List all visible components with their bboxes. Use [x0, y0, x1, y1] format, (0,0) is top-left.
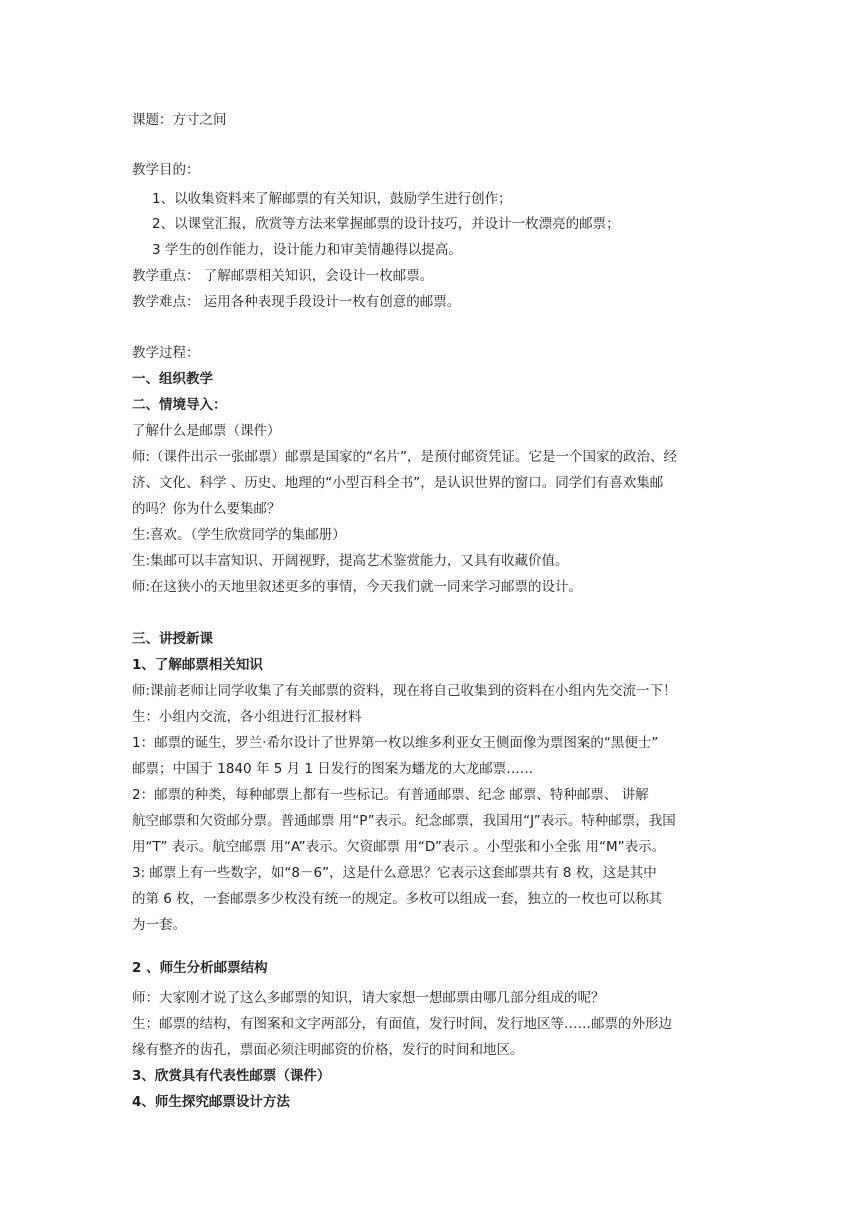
paragraph-line: 缘有整齐的齿孔，票面必须注明邮资的价格，发行的时间和地区。: [132, 1042, 524, 1058]
paragraph-line: 邮票；中国于 1840 年 5 月 1 日发行的图案为蟠龙的大龙邮票……: [132, 761, 534, 777]
paragraph-line: 的吗？你为什么要集邮？: [132, 501, 281, 517]
paragraph-line: 为一套。: [132, 917, 186, 933]
section-heading: 三、讲授新课: [132, 631, 213, 647]
paragraph-line: 生：邮票的结构，有图案和文字两部分，有面值，发行时间，发行地区等……邮票的外形边: [132, 1016, 672, 1032]
paragraph-line: 生：小组内交流，各小组进行汇报材料: [132, 709, 362, 725]
paragraph-line: 生:集邮可以丰富知识、开阔视野，提高艺术鉴赏能力，又具有收藏价值。: [132, 553, 569, 569]
subsection-heading: 2 、师生分析邮票结构: [132, 960, 268, 976]
key-point: 教学重点： 了解邮票相关知识，会设计一枚邮票。: [132, 268, 434, 284]
paragraph-line: 生:喜欢。（学生欣赏同学的集邮册）: [132, 527, 346, 543]
paragraph-line: 师:（课件出示一张邮票）邮票是国家的“名片”，是预付邮资凭证。它是一个国家的政治、经: [132, 449, 678, 465]
goals-heading: 教学目的：: [132, 162, 200, 178]
section-heading: 一、组织教学: [132, 371, 213, 387]
paragraph-line: 师:课前老师让同学收集了有关邮票的资料，现在将自己收集到的资料在小组内先交流一下！: [132, 683, 677, 699]
paragraph-line: 济、文化、科学 、历史、地理的“小型百科全书”，是认识世界的窗口。同学们有喜欢集邮: [132, 475, 664, 491]
title-value: 方寸之间: [172, 112, 227, 128]
paragraph-line: 3: 邮票上有一些数字，如“8－6”，这是什么意思？它表示这套邮票共有 8 枚，这是其中: [132, 865, 657, 881]
paragraph-line: 航空邮票和欠资邮分票。普通邮票 用“P”表示。纪念邮票，我国用“J”表示。特种邮票，我国: [132, 813, 676, 829]
process-heading: 教学过程：: [132, 345, 200, 361]
paragraph-line: 2：邮票的种类，每种邮票上都有一些标记。有普通邮票、纪念 邮票、特种邮票、 讲解: [132, 787, 649, 803]
subsection-heading: 1、了解邮票相关知识: [132, 657, 263, 673]
section-heading: 二、情境导入：: [132, 397, 227, 413]
goal-item: 3 学生的创作能力，设计能力和审美情趣得以提高。: [152, 242, 462, 258]
paragraph-line: 用“T” 表示。航空邮票 用“A”表示。欠资邮票 用“D”表示 。小型张和小全张 用“M”表示。: [132, 839, 666, 855]
paragraph-line: 的第 6 枚，一套邮票多少枚没有统一的规定。多枚可以组成一套，独立的一枚也可以称其: [132, 891, 663, 907]
paragraph-line: 师:在这狭小的天地里叙述更多的事情，今天我们就一同来学习邮票的设计。: [132, 579, 583, 595]
paragraph-line: 1：邮票的诞生，罗兰·希尔设计了世界第一枚以维多利亚女王侧面像为票图案的“黑便士”: [132, 735, 659, 751]
difficulty: 教学难点： 运用各种表现手段设计一枚有创意的邮票。: [132, 294, 461, 310]
title-label: 课题：: [132, 112, 173, 128]
paragraph-line: 了解什么是邮票（课件）: [132, 423, 281, 439]
subsection-heading: 3、欣赏具有代表性邮票（课件）: [132, 1068, 331, 1084]
paragraph-line: 师：大家刚才说了这么多邮票的知识，请大家想一想邮票由哪几部分组成的呢？: [132, 990, 605, 1006]
lesson-title: [132, 110, 227, 130]
goal-item: 1、以收集资料来了解邮票的有关知识，鼓励学生进行创作；: [152, 191, 512, 207]
subsection-heading: 4、师生探究邮票设计方法: [132, 1094, 290, 1110]
goal-item: 2、以课堂汇报，欣赏等方法来掌握邮票的设计技巧，并设计一枚漂亮的邮票；: [152, 216, 620, 232]
